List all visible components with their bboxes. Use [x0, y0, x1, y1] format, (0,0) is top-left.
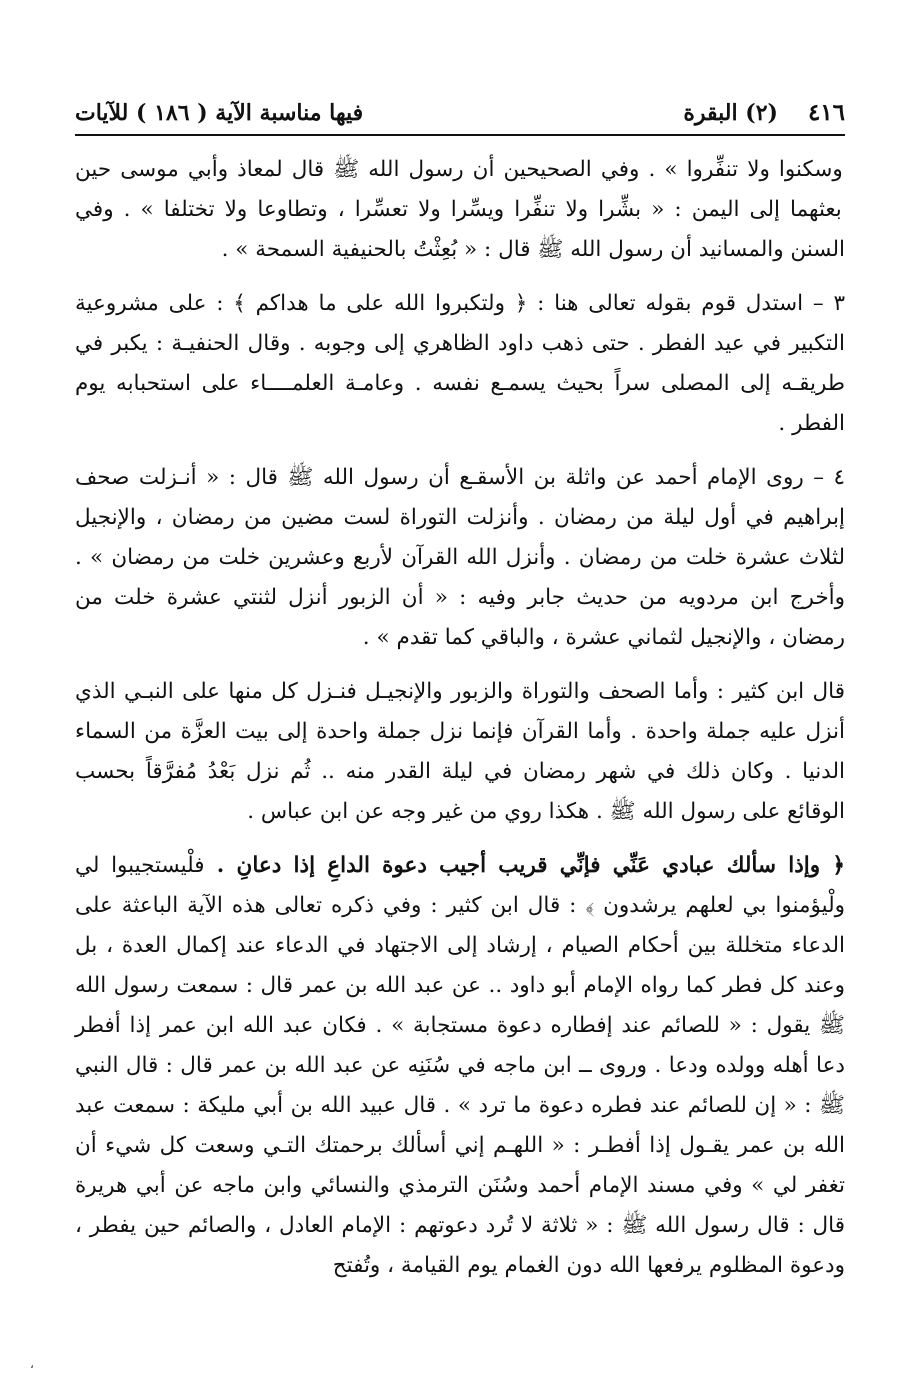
text-line: بعثهما إلى اليمن : « بشِّرا ولا تنفِّرا ويسِّرا ولا تعسِّرا ، وتطاوعا ولا تختلفا » . وفي [75, 197, 842, 222]
text-line: إكمال العدة ، بل وعند كل فطر كما رواه الإمام أبو داود .. عن عبد الله بن عمر قال : [75, 933, 846, 998]
text-line: والإنجيل لثلاث عشرة خلت من رمضان . وأنزل الله القرآن لأربع وعشرين خلت من [75, 505, 845, 570]
paragraph-5 [75, 846, 845, 1286]
running-header [75, 86, 845, 136]
paragraph-3 [75, 458, 845, 658]
header-right-group [683, 99, 845, 126]
text-line: سمعت رسول الله ﷺ يقول : « للصائم عند إفطاره دعوة مستجابة » . فكان عبد الله [75, 973, 845, 1038]
text-line: الذي أنزل عليه جملة واحدة . وأما القرآن فإنما نزل جملة واحدة إلى بيت العزَّة من [75, 679, 845, 744]
page-number: ٤١٦ [807, 99, 845, 126]
section-title: فيها مناسبة الآية ( ١٨٦ ) للآيات [75, 100, 364, 126]
text-line: ٤ – روى الإمام أحمد عن واثلة بن الأسقـع أن رسول الله ﷺ قال : « أنـزلت [129, 465, 845, 490]
text-line: رمضان » . وأخرج ابن مردويه من حديث جابر وفيه : « أن الزبور أنزل لثنتي عشرة [75, 545, 845, 610]
text-line: خلت من رمضان ، والإنجيل لثماني عشرة ، والباقي كما تقدم » . [75, 585, 845, 650]
text-line: السنن والمسانيد أن رسول الله ﷺ قال : « بُعِثْتُ بالحنيفية السمحة » . [221, 237, 845, 262]
surah-name: (٢) البقرة [683, 100, 778, 126]
text-line: مشروعية التكبير في عيد الفطر . حتى ذهب داود الظاهري إلى وجوبه . وقال [75, 291, 845, 356]
verse-line: ﴿ وإذا سألك عبادي عَنِّي فإنِّي قريب أجيب دعوة الداعِ إذا دعانِ . [204, 853, 845, 878]
paragraph-1 [75, 150, 845, 270]
text-line: استحبابه يوم الفطر . [75, 371, 845, 436]
text-line: مليكة : سمعت عبد الله بن عمر يقـول إذا أفطـر : « اللهـم إني أسألك برحمتك التـي [75, 1093, 845, 1158]
text-line: فلْيستجيبوا لي ولْيؤمنوا بي لعلهم يرشدون ﴾ : قال ابن كثير : وفي ذكره تعالى هذه [75, 853, 846, 918]
scan-mark: ، [30, 1357, 34, 1371]
text-line: ٣ – استدل قوم بقوله تعالى هنا : ﴿ ولتكبروا الله على ما هداكم ﴾ : على [158, 291, 845, 316]
text-line: قال ابن كثير : وأما الصحف والتوراة والزبور والإنجيـل فنـزل كل منها على النبـي [115, 679, 845, 704]
text-line: ابن عمر إذا أفطر دعا أهله وولده ودعا . وروى ــ ابن ماجه في سُنَنِه عن عبد الله بن عمر [75, 1013, 845, 1078]
text-line: السماء الدنيا . وكان ذلك في شهر رمضان في ليلة القدر منه .. ثُم نزل بَعْدُ مُفرَّقاً [75, 719, 845, 784]
paragraph-2 [75, 284, 845, 444]
text-line: الحنفيـة : يكبر في طريقـه إلى المصلى سراً بحيث يسمـع نفسه . وعامـة العلمــــاء على [75, 331, 845, 396]
text-line: وسكنوا ولا تنفِّروا » . وفي الصحيحين أن رسول الله ﷺ قال لمعاذ وأبي موسى حين [75, 157, 843, 182]
paragraph-4 [75, 672, 845, 832]
text-line: ماجه عن أبي هريرة قال : قال رسول الله ﷺ : « ثلاثة لا تُرد دعوتهم : الإمام [75, 1173, 846, 1238]
text-line: الآية الباعثة على الدعاء متخللة بين أحكام الصيام ، إرشاد إلى الاجتهاد في الدعاء عند [75, 893, 845, 958]
text-line: العادل ، والصائم حين يفطر ، ودعوة المظلوم يرفعها الله دون الغمام يوم القيامة ، وتُفتح [75, 1213, 845, 1278]
text-line: صحف إبراهيم في أول ليلة من رمضان . وأنزلت التوراة لست مضين من رمضان ، [75, 465, 845, 530]
text-line: بحسب الوقائع على رسول الله ﷺ . هكذا روي من غير وجه عن ابن عباس . [75, 759, 845, 824]
body-text [75, 150, 845, 1300]
text-line: قال : قال النبي ﷺ : « إن للصائم عند فطره دعوة ما ترد » . قال عبيد الله بن أبي [75, 1053, 845, 1118]
text-line: وسعت كل شيء أن تغفر لي » وفي مسند الإمام أحمد وسُنَن الترمذي والنسائي وابن [75, 1133, 846, 1198]
